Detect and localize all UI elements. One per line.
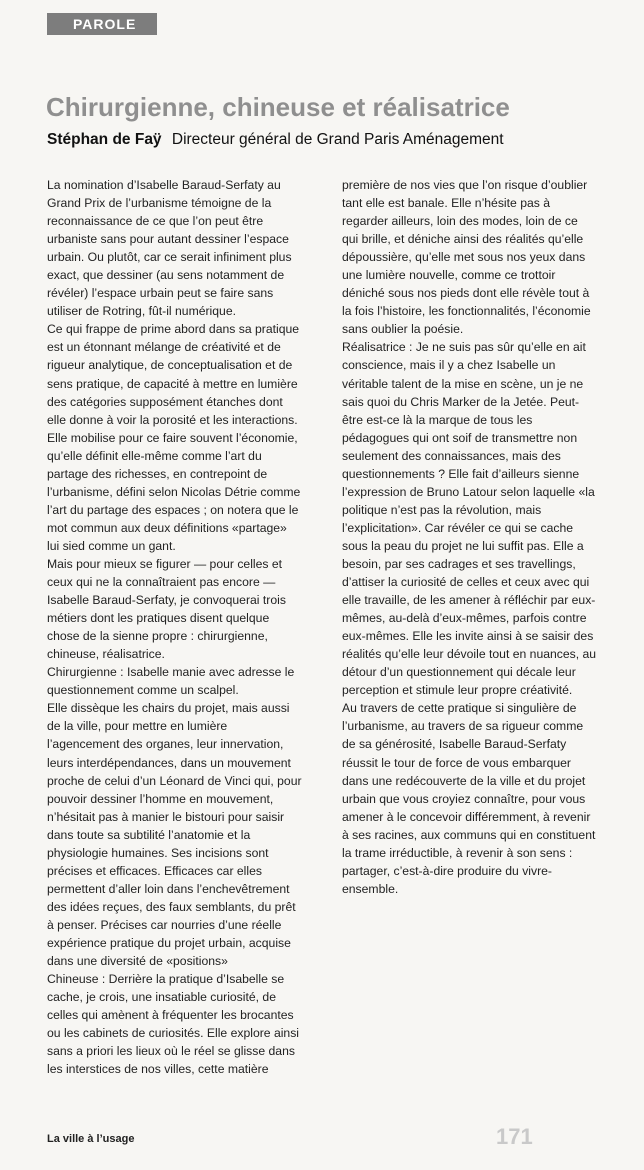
paragraph: La nomination d’Isabelle Baraud-Serfaty au Grand Prix de l’urbanisme témoigne de la reconnaissance de ce que l’on peut être urbaniste sans pour autant dessiner l’espace urbain. Ou plutôt, car ce serait infiniment plus exact, que dessiner (au sens notamment de révéler) l’espace urbain peut se faire sans utiliser de Rotring, fût-il numérique. <box>47 178 292 319</box>
paragraph: Chineuse : Derrière la pratique d’Isabelle se cache, je crois, une insatiable curiosité, de celles qui amènent à fréquenter les brocantes ou les cabinets de curiosités. Elle explore ainsi sans a priori les lieux où le réel se glisse dans les interstices de nos villes, cette matière <box>47 972 300 1077</box>
paragraph: Chirurgienne : Isabelle manie avec adresse le questionnement comme un scalpel. <box>47 665 295 698</box>
paragraph: Mais pour mieux se figurer — pour celles et ceux qui ne la connaîtraient pas encore — Isabelle Baraud-Serfaty, je convoquerai trois métiers dont les pratiques disent quelque chose de la sienne propre : chirurgienne, chineuse, réalisatrice. <box>47 556 286 662</box>
paragraph: Elle dissèque les chairs du projet, mais aussi de la ville, pour mettre en lumière l’agencement des organes, leur innervation, leurs interdépendances, dans un mouvement proche de celui d’un Léonard de Vinci qui, pour pouvoir dessiner l’homme en mouvement, n’hésitait pas à manier le bistouri pour saisir dans toute sa subtilité l’anatomie et la physiologie humaines. Ses incisions sont précises et efficaces. Efficaces car elles permettent d’aller loin dans l’enchevêtrement des idées reçues, des faux semblants, du prêt à penser. Précises car nourries d’une réelle expérience pratique du projet urbain, acquise dans une diversité de «positions» <box>47 701 302 969</box>
right-column <box>342 176 597 898</box>
article-title: Chirurgienne, chineuse et réalisatrice <box>46 92 510 122</box>
page-number: 171 <box>496 1124 533 1149</box>
paragraph: Ce qui frappe de prime abord dans sa pratique est un étonnant mélange de créativité et de rigueur analytique, de conceptualisation et de sens pratique, de capacité à mettre en lumière des catégories supposément étanches dont elle donne à voir la porosité et les interactions. <box>47 322 300 427</box>
publication-title: La ville à l’usage <box>47 1133 135 1145</box>
left-column <box>47 176 302 1078</box>
paragraph: Elle mobilise pour ce faire souvent l’économie, qu’elle définit elle-même comme l’art du partage des richesses, en contrepoint de l’urbanisme, défini selon Nicolas Détrie comme l’art du partage des espaces ; on notera que le mot commun aux deux définitions «partage» lui sied comme un gant. <box>47 430 301 553</box>
byline <box>47 131 504 149</box>
author-name: Stéphan de Faÿ <box>47 131 162 148</box>
paragraph: Réalisatrice : Je ne suis pas sûr qu’elle en ait conscience, mais il y a chez Isabelle un véritable talent de la mise en scène, un je ne sais quoi du Chris Marker de la Jetée. Peut-être est-ce là la marque de tous les pédagogues qui ont soif de transmettre non seulement des connaissances, mais des questionnements ? Elle fait d’ailleurs sienne l’expression de Bruno Latour selon laquelle «la politique n’est pas la révolution, mais l’explicitation». Car révéler ce qui se cache sous la peau du projet ne lui suffit pas. Elle a besoin, par ses cadrages et ses travellings, d’attiser la curiosité de celles et ceux avec qui elle travaille, de les amener à réfléchir par eux-mêmes, au-delà d’eux-mêmes, parfois contre eux-mêmes. Elle les invite ainsi à se saisir des réalités qu’elle leur dévoile tout en nuances, au détour d’un questionnement qui décale leur perception et stimule leur propre créativité. <box>342 340 597 698</box>
author-role: Directeur général de Grand Paris Aménagement <box>171 131 504 148</box>
paragraph: première de nos vies que l’on risque d’oublier tant elle est banale. Elle n’hésite pas à regarder ailleurs, loin des modes, loin de ce qui brille, et déniche ainsi des réalités qu’elle dépoussière, qu’elle met sous nos yeux dans une lumière nouvelle, comme ce trottoir déniché sous nos pieds dont elle révèle tout à la fois l’histoire, les fonctionnalités, l’économie sans oublier la poésie. <box>342 178 591 337</box>
paragraph: Au travers de cette pratique si singulière de l’urbanisme, au travers de sa rigueur comme de sa générosité, Isabelle Baraud-Serfaty réussit le tour de force de vous embarquer dans une redécouverte de la ville et du projet urbain que vous croyiez connaître, pour vous amener à le concevoir différemment, à revenir à ses racines, aux communs qui en constituent la trame irréductible, à revenir à son sens : partager, c’est-à-dire produire du vivre-ensemble. <box>342 701 596 896</box>
section-tag: PAROLE <box>47 13 157 35</box>
